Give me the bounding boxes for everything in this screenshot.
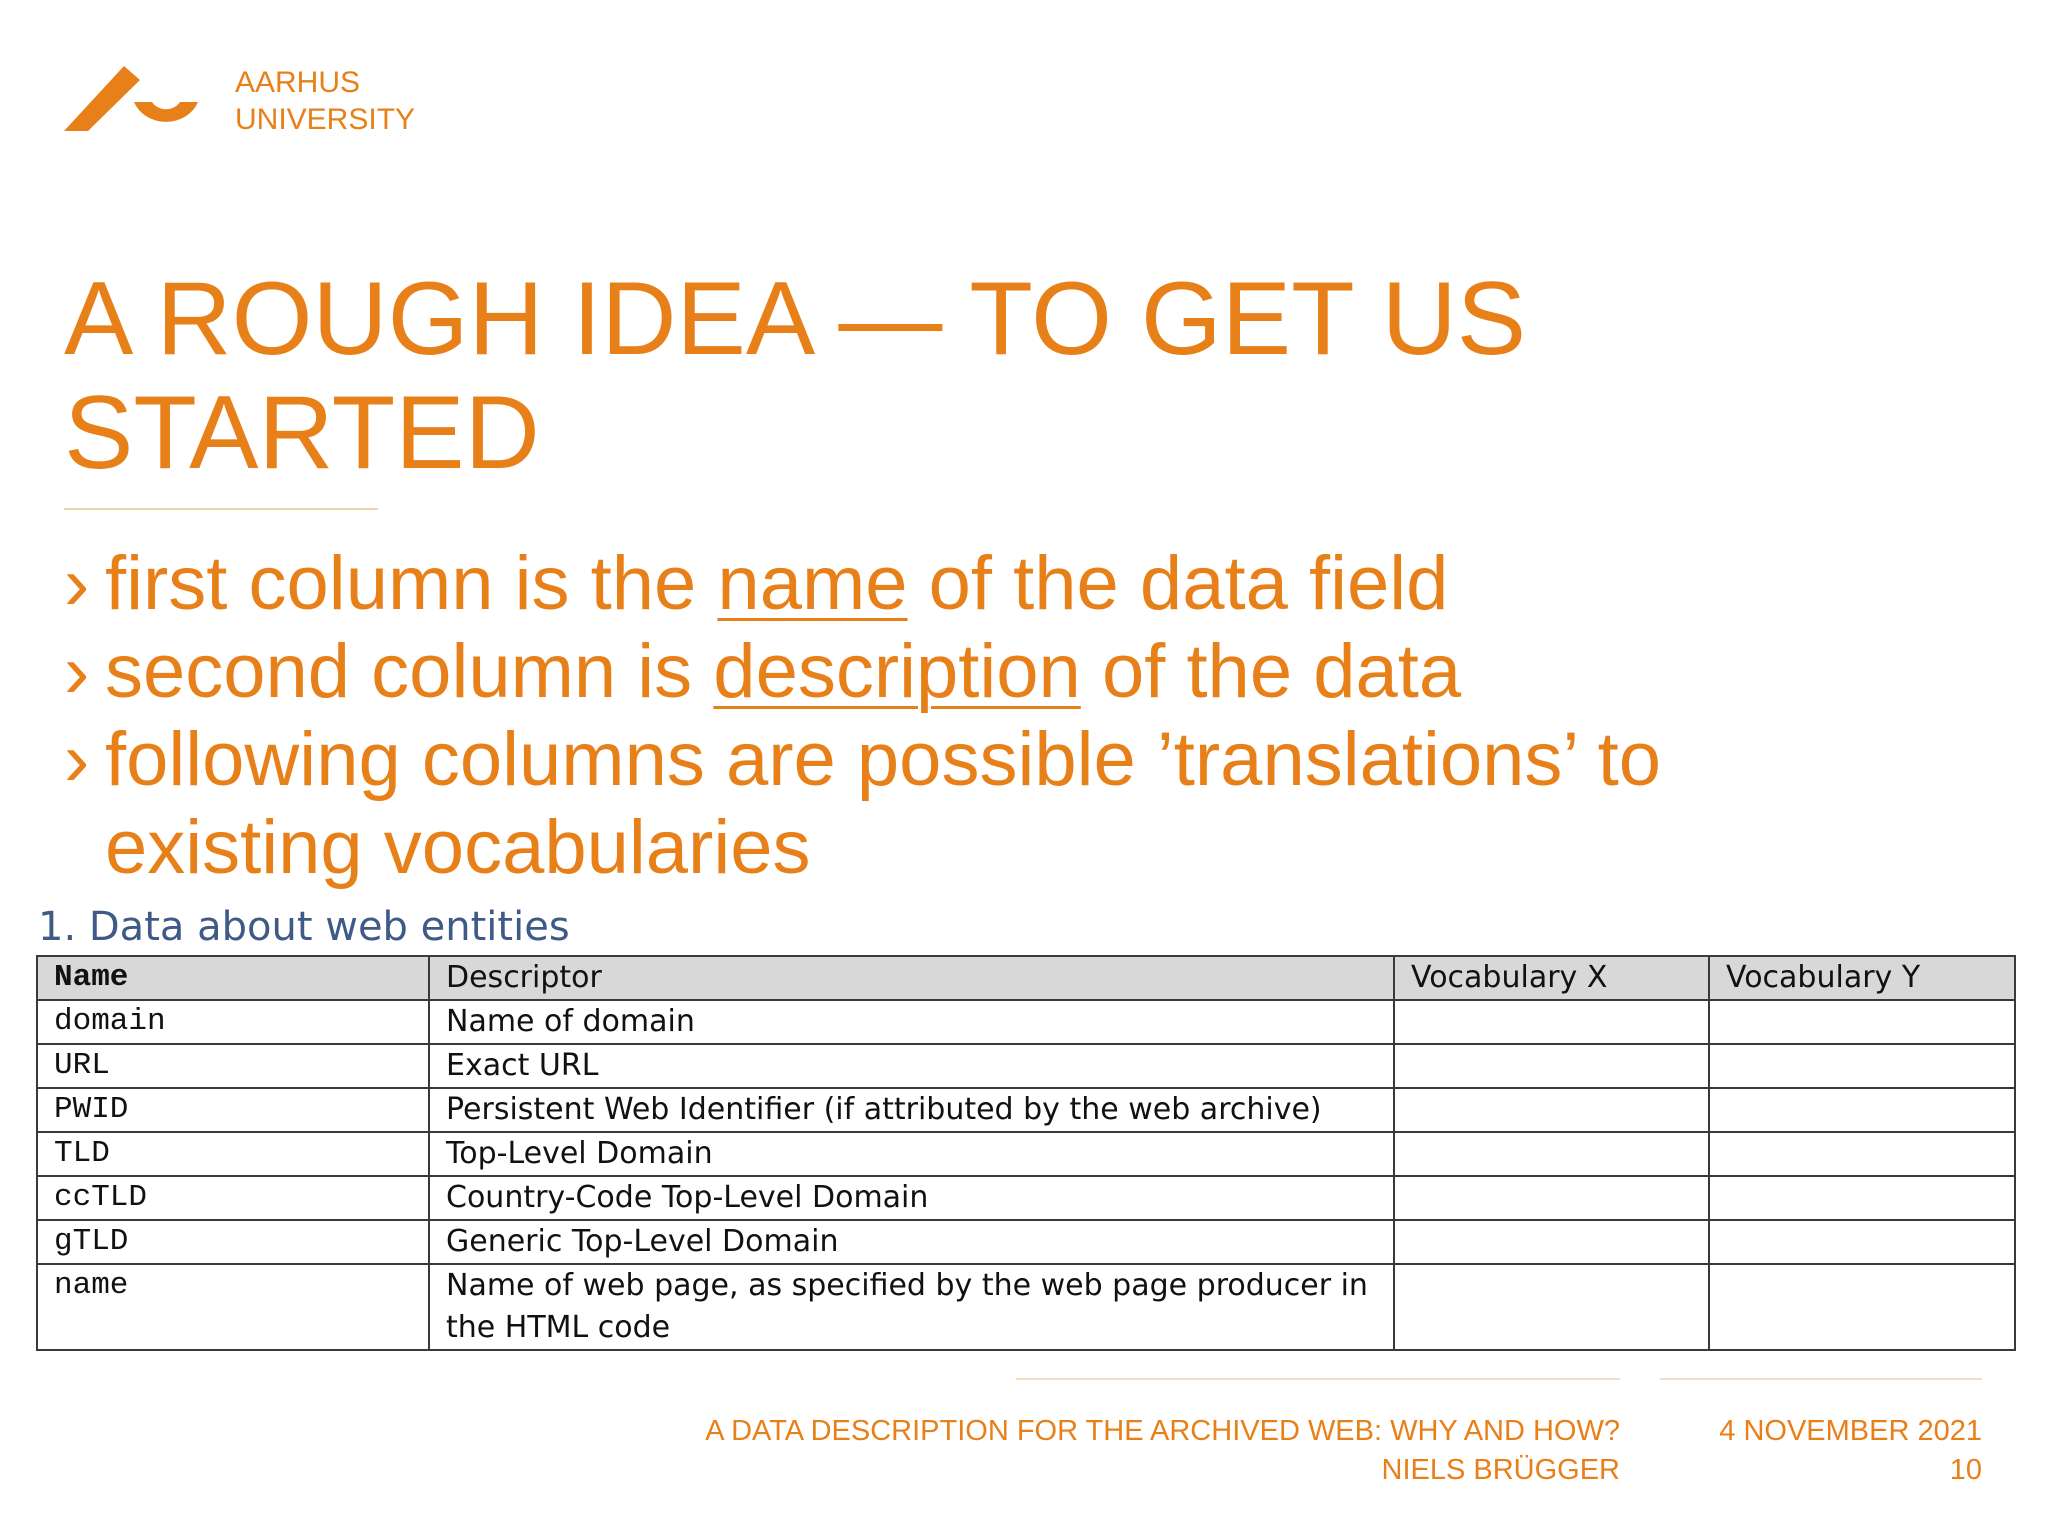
cell-name: PWID — [37, 1088, 429, 1132]
cell-name: domain — [37, 1000, 429, 1044]
cell-vocabulary-y — [1709, 1264, 2015, 1350]
cell-name: URL — [37, 1044, 429, 1088]
cell-name: gTLD — [37, 1220, 429, 1264]
table-row — [37, 1264, 2015, 1350]
cell-vocabulary-x — [1394, 1044, 1709, 1088]
cell-vocabulary-y — [1709, 1132, 2015, 1176]
bullet-continuation — [64, 804, 1984, 892]
cell-vocabulary-y — [1709, 1044, 2015, 1088]
slide-title-line1: A ROUGH IDEA — TO GET US — [64, 261, 1527, 377]
bullet-text: second column is — [105, 629, 714, 714]
title-divider — [64, 508, 378, 510]
bullet-text: following columns are possible ’translations’ to — [105, 717, 1661, 802]
bullet-item — [64, 716, 1984, 804]
slide-title-line2: STARTED — [64, 375, 540, 491]
university-name-line1: AARHUS — [235, 66, 361, 99]
footer-date-page — [1719, 1412, 1982, 1490]
cell-descriptor: Persistent Web Identifier (if attributed by the web archive) — [429, 1088, 1394, 1132]
footer-author: NIELS BRÜGGER — [1381, 1454, 1620, 1486]
university-name-line2: UNIVERSITY — [235, 103, 416, 136]
bullet-text: of the data — [1080, 629, 1462, 714]
university-name — [235, 64, 415, 138]
column-header-name: Name — [37, 956, 429, 1000]
bullet-text: first column is the — [105, 541, 718, 626]
slide-title — [64, 262, 1964, 490]
column-header-descriptor: Descriptor — [429, 956, 1394, 1000]
cell-descriptor: Country-Code Top-Level Domain — [429, 1176, 1394, 1220]
bullet-item — [64, 540, 1984, 628]
footer-divider — [1016, 1378, 1620, 1380]
bullet-marker-icon: › — [64, 629, 90, 714]
cell-vocabulary-x — [1394, 1176, 1709, 1220]
bullet-list — [64, 540, 1984, 892]
cell-vocabulary-y — [1709, 1176, 2015, 1220]
table-section-title: 1. Data about web entities — [38, 904, 570, 950]
data-fields-table — [36, 955, 2016, 1351]
cell-vocabulary-x — [1394, 1000, 1709, 1044]
column-header-vocabulary-x: Vocabulary X — [1394, 956, 1709, 1000]
footer-presentation-info — [705, 1412, 1620, 1490]
bullet-text: existing vocabularies — [105, 805, 811, 890]
bullet-marker-icon: › — [64, 541, 90, 626]
cell-vocabulary-y — [1709, 1000, 2015, 1044]
aarhus-university-logo-icon — [64, 64, 198, 134]
table-header-row — [37, 956, 2015, 1000]
cell-vocabulary-x — [1394, 1132, 1709, 1176]
cell-vocabulary-y — [1709, 1088, 2015, 1132]
cell-descriptor: Generic Top-Level Domain — [429, 1220, 1394, 1264]
bullet-underlined-text: name — [717, 541, 908, 626]
cell-vocabulary-y — [1709, 1220, 2015, 1264]
table-row — [37, 1044, 2015, 1088]
footer-divider — [1660, 1378, 1982, 1380]
footer-presentation-title: A DATA DESCRIPTION FOR THE ARCHIVED WEB: WHY AND HOW? — [705, 1415, 1620, 1447]
cell-descriptor: Top-Level Domain — [429, 1132, 1394, 1176]
table-row — [37, 1088, 2015, 1132]
table-row — [37, 1000, 2015, 1044]
footer-date: 4 NOVEMBER 2021 — [1719, 1415, 1982, 1447]
cell-descriptor: Name of web page, as specified by the web page producer in the HTML code — [429, 1264, 1394, 1350]
bullet-marker-icon: › — [64, 717, 90, 802]
cell-vocabulary-x — [1394, 1088, 1709, 1132]
cell-descriptor: Exact URL — [429, 1044, 1394, 1088]
table-row — [37, 1132, 2015, 1176]
bullet-item — [64, 628, 1984, 716]
page-number: 10 — [1949, 1454, 1982, 1486]
table-row — [37, 1176, 2015, 1220]
bullet-text: of the data field — [907, 541, 1449, 626]
cell-descriptor: Name of domain — [429, 1000, 1394, 1044]
bullet-underlined-text: description — [713, 629, 1081, 714]
cell-vocabulary-x — [1394, 1264, 1709, 1350]
cell-name: name — [37, 1264, 429, 1350]
table-row — [37, 1220, 2015, 1264]
cell-vocabulary-x — [1394, 1220, 1709, 1264]
column-header-vocabulary-y: Vocabulary Y — [1709, 956, 2015, 1000]
cell-name: TLD — [37, 1132, 429, 1176]
cell-name: ccTLD — [37, 1176, 429, 1220]
